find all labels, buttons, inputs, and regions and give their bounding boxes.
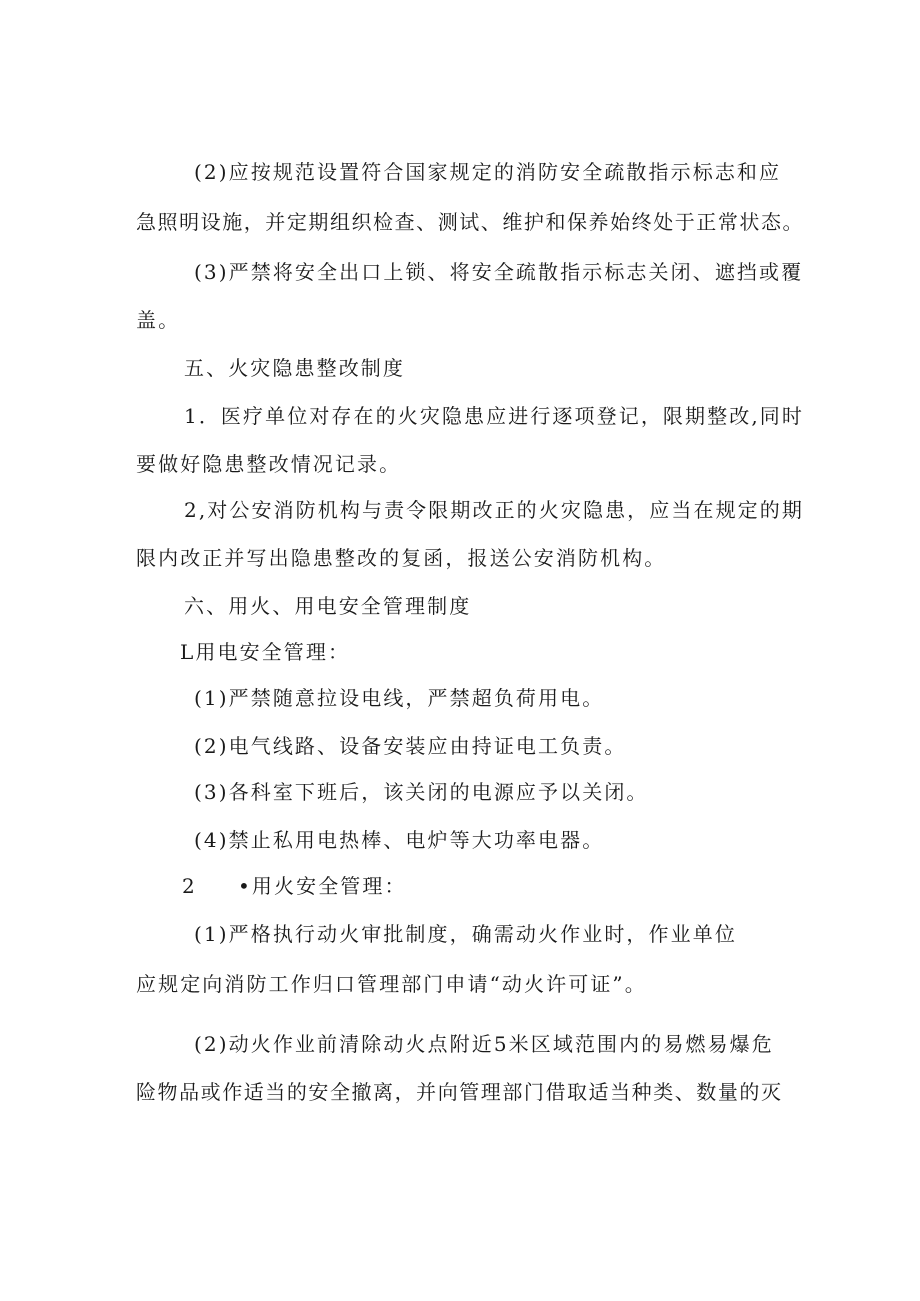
paragraph-line: 应规定向消防工作归口管理部门申请“动火许可证”。: [136, 972, 647, 996]
paragraph-line: (2)应按规范设置符合国家规定的消防安全疏散指示标志和应: [194, 160, 782, 184]
list-item: (2)电气线路、设备安装应由持证电工负责。: [194, 734, 627, 758]
subsection-number: 2: [182, 874, 197, 898]
paragraph-line: 盖。: [136, 308, 181, 332]
paragraph-line: 限内改正并写出隐患整改的复函，报送公安消防机构。: [136, 546, 667, 570]
paragraph-line: 险物品或作适当的安全撤离，并向管理部门借取适当种类、数量的灭: [136, 1080, 783, 1104]
section-heading: 五、火灾隐患整改制度: [184, 356, 405, 380]
paragraph-line: 要做好隐患整改情况记录。: [136, 452, 402, 476]
subsection-heading: •用火安全管理：: [238, 874, 407, 898]
paragraph-line: (3)严禁将安全出口上锁、将安全疏散指示标志关闭、遮挡或覆: [194, 260, 804, 284]
paragraph-line: (1)严格执行动火审批制度，确需动火作业时，作业单位: [194, 922, 737, 946]
paragraph-line: 2,对公安消防机构与责令限期改正的火灾隐患，应当在规定的期: [184, 498, 804, 522]
paragraph-line: (2)动火作业前清除动火点附近5米区域范围内的易燃易爆危: [194, 1032, 774, 1056]
list-item: (4)禁止私用电热棒、电炉等大功率电器。: [194, 828, 605, 852]
paragraph-line: 急照明设施，并定期组织检查、测试、维护和保养始终处于正常状态。: [136, 210, 805, 234]
paragraph-line: 1．医疗单位对存在的火灾隐患应进行逐项登记，限期整改,同时: [184, 404, 804, 428]
subsection-heading: L用电安全管理：: [180, 640, 351, 664]
section-heading: 六、用火、用电安全管理制度: [184, 594, 472, 618]
list-item: (1)严禁随意拉设电线，严禁超负荷用电。: [194, 686, 605, 710]
list-item: (3)各科室下班后，该关闭的电源应予以关闭。: [194, 780, 649, 804]
